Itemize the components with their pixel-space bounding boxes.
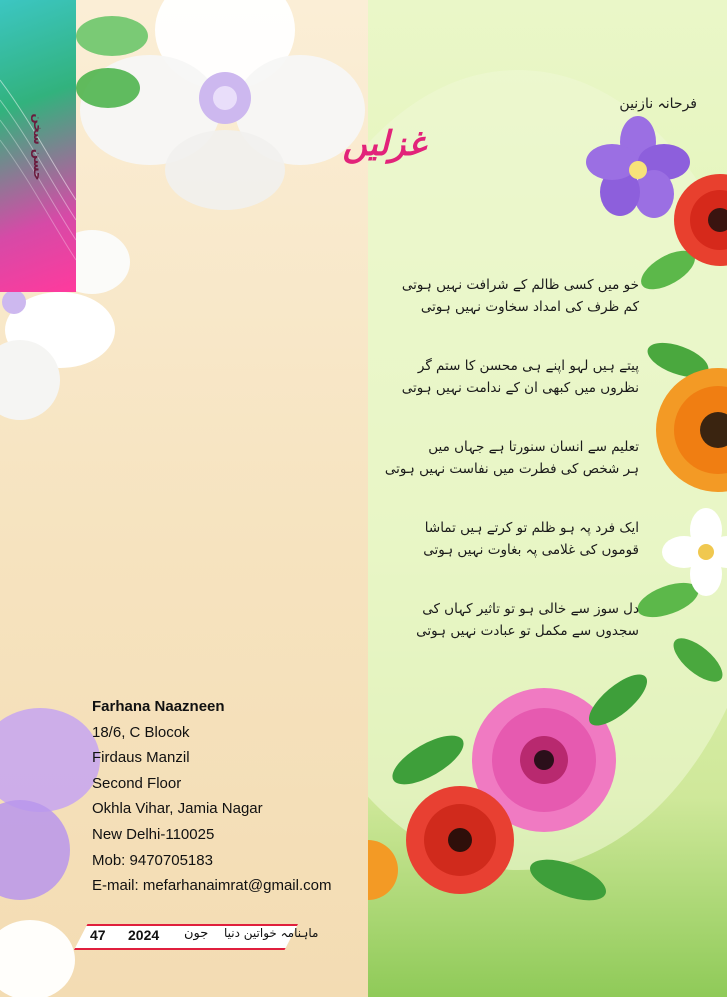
- right-ghazal-couplet: [389, 274, 639, 355]
- right-ghazal-line: کم ظرف کی امداد سخاوت نہیں ہوتی: [420, 299, 639, 315]
- page-title: غزلیں: [342, 124, 426, 164]
- purple-flower-bottom-icon: [0, 708, 100, 997]
- leaf-icon: [76, 16, 148, 56]
- issue-month: جون: [184, 926, 209, 941]
- right-ghazal-couplet: [389, 598, 639, 679]
- corner-label: حسن سخن: [31, 113, 45, 181]
- right-ghazal: [384, 274, 639, 679]
- author-name-urdu: فرحانہ نازنین: [619, 96, 697, 112]
- page-footer: [74, 918, 319, 948]
- right-ghazal-line: ہر شخص کی فطرت میں نفاست نہیں ہوتی: [384, 461, 639, 477]
- address-line: Okhla Vihar, Jamia Nagar: [92, 800, 263, 818]
- right-ghazal-line: پیتے ہیں لہو اپنے ہی محسن کا ستم گر: [417, 358, 639, 374]
- email-address: E-mail: mefarhanaimrat@gmail.com: [92, 877, 332, 895]
- magazine-name: ماہنامہ خواتین دنیا: [224, 926, 319, 940]
- right-ghazal-line: سجدوں سے مکمل تو عبادت نہیں ہوتی: [416, 623, 639, 639]
- address-line: New Delhi-110025: [92, 825, 215, 843]
- address-line: Second Floor: [92, 774, 182, 792]
- page-number: 47: [90, 927, 106, 943]
- right-ghazal-line: خو میں کسی ظالم کے شرافت نہیں ہوتی: [401, 277, 639, 293]
- corner-banner: [0, 0, 76, 292]
- right-ghazal-line: قوموں کی غلامی پہ بغاوت نہیں ہوتی: [423, 542, 639, 558]
- right-ghazal-couplet: [384, 436, 639, 517]
- address-line: 18/6, C Blocok: [92, 723, 190, 741]
- mobile-number: Mob: 9470705183: [92, 851, 213, 869]
- leaf-icon: [76, 68, 140, 108]
- address-line: Firdaus Manzil: [92, 749, 190, 767]
- right-ghazal-line: ایک فرد پہ ہو ظلم تو کرتے ہیں تماشا: [424, 520, 639, 536]
- author-name: Farhana Naazneen: [92, 698, 225, 715]
- right-ghazal-couplet: [389, 355, 639, 436]
- right-ghazal-line: تعلیم سے انسان سنورتا ہے جہاں میں: [428, 439, 639, 455]
- right-ghazal-line: نظروں میں کبھی ان کے ندامت نہیں ہوتی: [401, 380, 639, 396]
- right-ghazal-line: دل سوز سے خالی ہو تو تاثیر کہاں کی: [422, 601, 639, 617]
- orange-flower-partial-icon: [368, 840, 398, 900]
- issue-year: 2024: [128, 927, 160, 943]
- right-ghazal-couplet: [389, 517, 639, 598]
- red-flower-bottom-icon: [406, 786, 514, 894]
- author-address-block: [92, 694, 331, 899]
